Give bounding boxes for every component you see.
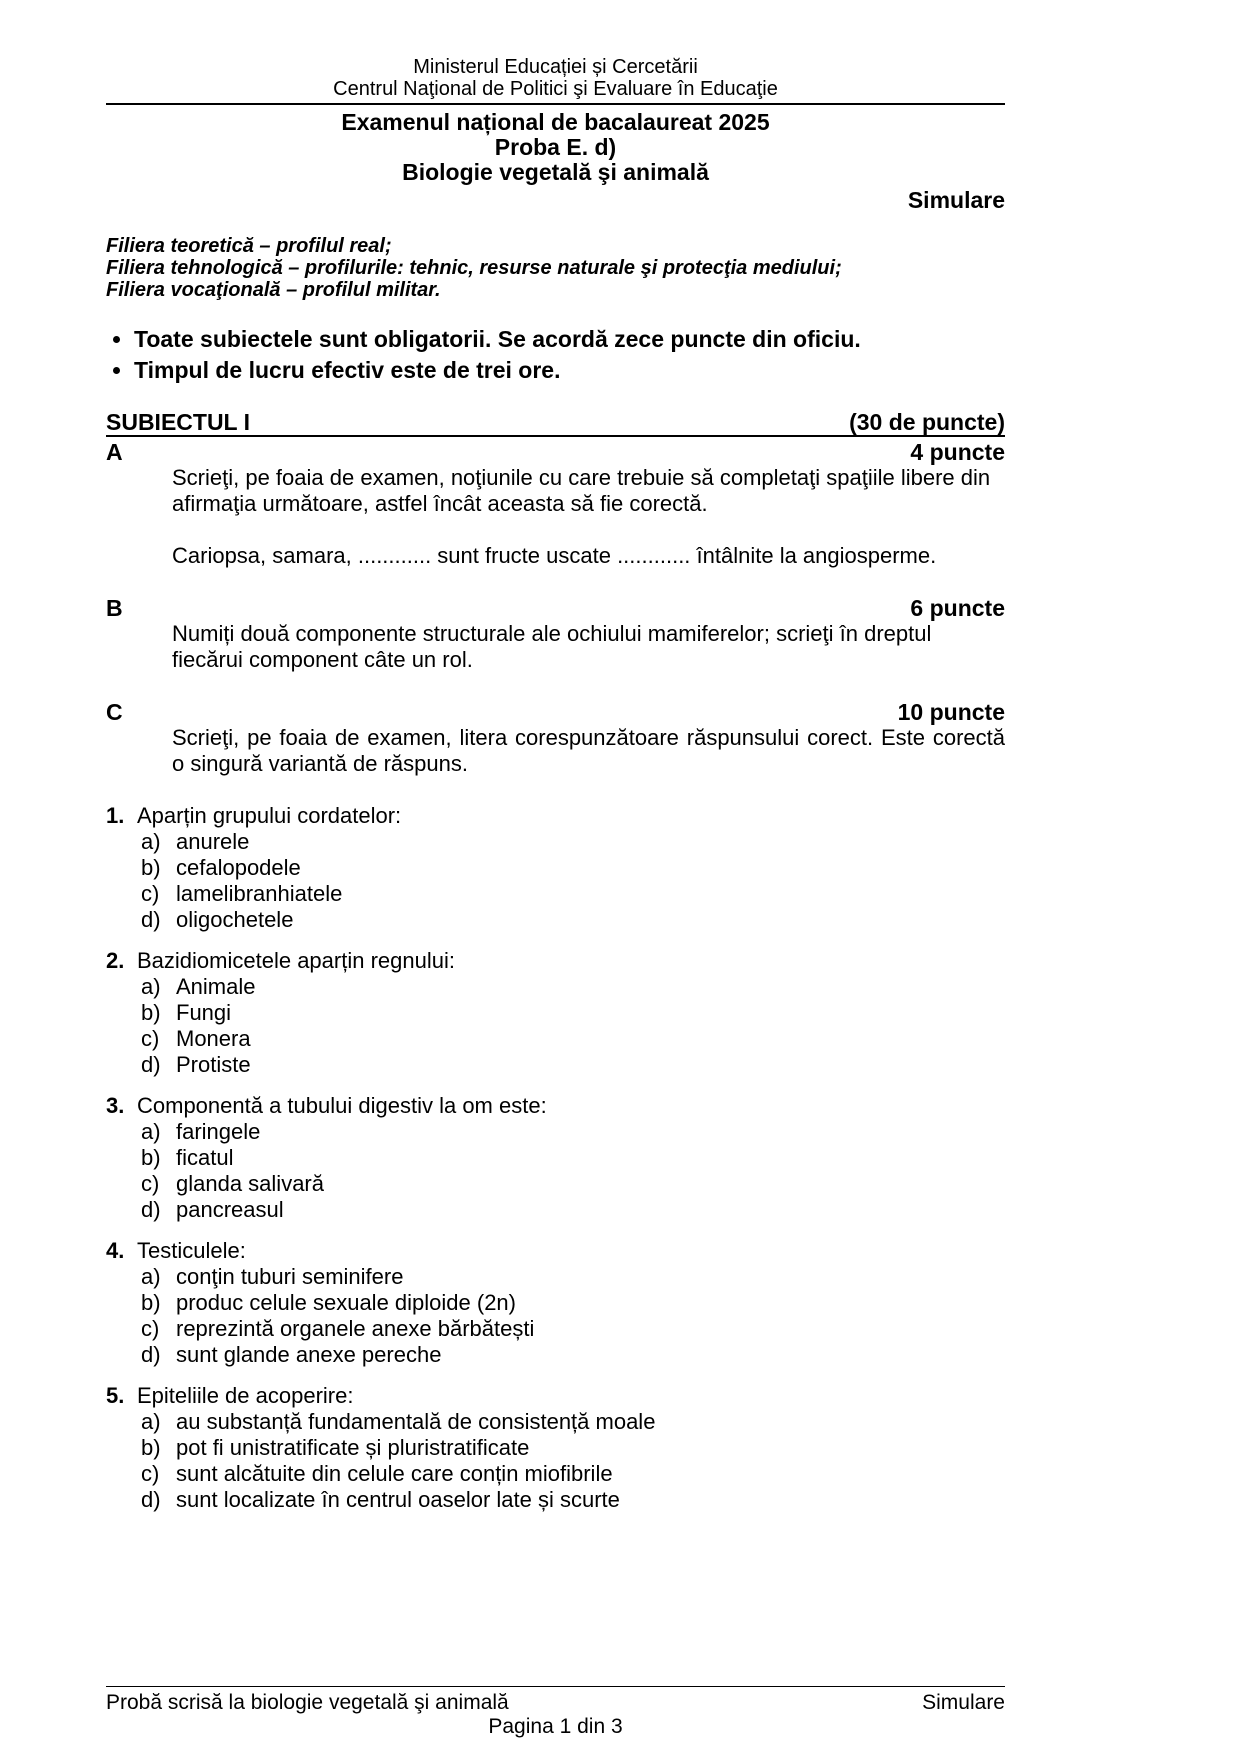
question-1-line <box>106 803 1005 829</box>
option-text: glanda salivară <box>176 1171 324 1196</box>
exam-proba: Proba E. d) <box>494 134 617 160</box>
option-letter: b) <box>141 1145 161 1170</box>
question-3-text: Componentă a tubului digestiv la om este: <box>137 1093 547 1118</box>
question-4-option-a <box>106 1264 1005 1290</box>
header-divider <box>106 103 1005 105</box>
section-a-label: A <box>106 439 123 465</box>
option-text: sunt localizate în centrul oaselor late și scurte <box>176 1487 620 1512</box>
option-letter: d) <box>141 907 161 932</box>
section-a-statement: Cariopsa, samara, ............ sunt fructe uscate ............ întâlnite la angiosperme. <box>172 543 937 568</box>
option-text: pot fi unistratificate și pluristratificate <box>176 1435 530 1460</box>
filiera-block <box>106 235 1005 301</box>
instruction-item-1: • Toate subiectele sunt obligatorii. Se acordă zece puncte din oficiu. <box>134 327 1005 352</box>
option-letter: a) <box>141 1409 161 1434</box>
option-text: reprezintă organele anexe bărbătești <box>176 1316 535 1341</box>
option-letter: c) <box>141 1026 160 1051</box>
question-5-line <box>106 1383 1005 1409</box>
subiect-title: SUBIECTUL I <box>106 409 250 435</box>
option-text: pancreasul <box>176 1197 284 1222</box>
ministry-line-2: Centrul Naţional de Politici şi Evaluare în Educaţie <box>333 78 778 100</box>
page-footer <box>106 1686 1005 1739</box>
option-letter: c) <box>141 1461 160 1486</box>
footer-row <box>106 1691 1005 1715</box>
question-2-text: Bazidiomicetele aparțin regnului: <box>137 948 455 973</box>
question-2-option-a <box>106 974 1005 1000</box>
section-b-heading <box>106 595 1005 621</box>
footer-left-text: Probă scrisă la biologie vegetală şi animală <box>106 1691 509 1714</box>
question-4-option-b <box>106 1290 1005 1316</box>
option-letter: c) <box>141 881 160 906</box>
question-3-line <box>106 1093 1005 1119</box>
question-4-option-d <box>106 1342 1005 1368</box>
option-text: au substanță fundamentală de consistență moale <box>176 1409 656 1434</box>
footer-right-text: Simulare <box>922 1691 1005 1714</box>
filiera-line-1: Filiera teoretică – profilul real; <box>106 235 392 257</box>
exam-subject: Biologie vegetală şi animală <box>402 159 709 185</box>
question-5-text: Epiteliile de acoperire: <box>137 1383 354 1408</box>
section-a-points: 4 puncte <box>910 439 1005 465</box>
option-letter: b) <box>141 1435 161 1460</box>
question-2-option-c <box>106 1026 1005 1052</box>
question-1-number: 1. <box>106 803 125 828</box>
option-text: Animale <box>176 974 256 999</box>
question-1-text: Aparțin grupului cordatelor: <box>137 803 402 828</box>
question-3-number: 3. <box>106 1093 125 1118</box>
question-5-option-d <box>106 1487 1005 1513</box>
filiera-line-3: Filiera vocaţională – profilul militar. <box>106 279 441 301</box>
question-2-option-d <box>106 1052 1005 1078</box>
section-c-text: Scrieţi, pe foaia de examen, litera corespunzătoare răspunsului corect. Este corectă o singură variantă de răspuns. <box>172 725 1005 776</box>
section-c-points: 10 puncte <box>897 699 1005 725</box>
option-letter: d) <box>141 1052 161 1077</box>
question-2-number: 2. <box>106 948 125 973</box>
ministry-line-1: Ministerul Educației și Cercetării <box>413 56 698 78</box>
footer-page-number: Pagina 1 din 3 <box>488 1715 623 1738</box>
question-4-option-c <box>106 1316 1005 1342</box>
option-text: produc celule sexuale diploide (2n) <box>176 1290 516 1315</box>
option-text: ficatul <box>176 1145 234 1170</box>
exam-title-block <box>106 110 1005 185</box>
section-b-points: 6 puncte <box>910 595 1005 621</box>
option-letter: d) <box>141 1342 161 1367</box>
section-c-heading <box>106 699 1005 725</box>
question-1-option-a <box>106 829 1005 855</box>
option-text: sunt glande anexe pereche <box>176 1342 442 1367</box>
option-letter: b) <box>141 1000 161 1025</box>
option-letter: a) <box>141 829 161 854</box>
option-text: Monera <box>176 1026 251 1051</box>
option-text: sunt alcătuite din celule care conțin miofibrile <box>176 1461 613 1486</box>
option-letter: a) <box>141 1264 161 1289</box>
question-4-text: Testiculele: <box>137 1238 246 1263</box>
instructions-list <box>106 327 1005 383</box>
question-5-option-c <box>106 1461 1005 1487</box>
option-letter: a) <box>141 1119 161 1144</box>
question-4 <box>106 1238 1005 1368</box>
question-2-line <box>106 948 1005 974</box>
question-3-option-d <box>106 1197 1005 1223</box>
option-letter: b) <box>141 1290 161 1315</box>
option-text: oligochetele <box>176 907 294 932</box>
instruction-item-2: • Timpul de lucru efectiv este de trei ore. <box>134 358 1005 383</box>
option-letter: d) <box>141 1197 161 1222</box>
option-text: Fungi <box>176 1000 232 1025</box>
option-text: Protiste <box>176 1052 251 1077</box>
question-3-option-b <box>106 1145 1005 1171</box>
question-3 <box>106 1093 1005 1223</box>
option-letter: b) <box>141 855 161 880</box>
question-1 <box>106 803 1005 933</box>
ministry-header <box>106 56 1005 100</box>
option-letter: d) <box>141 1487 161 1512</box>
filiera-line-2: Filiera tehnologică – profilurile: tehnic, resurse naturale şi protecţia mediului; <box>106 257 842 279</box>
section-b-label: B <box>106 595 123 621</box>
subiect-heading <box>106 409 1005 437</box>
question-4-number: 4. <box>106 1238 125 1263</box>
option-text: conţin tuburi seminifere <box>176 1264 404 1289</box>
section-a-text: Scrieţi, pe foaia de examen, noţiunile cu care trebuie să completaţi spaţiile libere din afirmaţia următoare, astfel încât aceasta să fie corectă. <box>172 465 991 516</box>
option-letter: c) <box>141 1316 160 1341</box>
section-a-heading <box>106 439 1005 465</box>
question-2 <box>106 948 1005 1078</box>
question-1-option-d <box>106 907 1005 933</box>
question-4-line <box>106 1238 1005 1264</box>
option-text: anurele <box>176 829 250 854</box>
option-text: lamelibranhiatele <box>176 881 343 906</box>
section-b-text: Numiți două componente structurale ale ochiului mamiferelor; scrieţi în dreptul fiecărui component câte un rol. <box>172 621 932 672</box>
question-3-option-a <box>106 1119 1005 1145</box>
question-3-option-c <box>106 1171 1005 1197</box>
section-c-label: C <box>106 699 123 725</box>
option-text: faringele <box>176 1119 261 1144</box>
question-2-option-b <box>106 1000 1005 1026</box>
exam-title: Examenul național de bacalaureat 2025 <box>341 109 770 135</box>
option-text: cefalopodele <box>176 855 301 880</box>
question-5 <box>106 1383 1005 1513</box>
question-1-option-b <box>106 855 1005 881</box>
option-letter: a) <box>141 974 161 999</box>
question-5-option-b <box>106 1435 1005 1461</box>
simulare-row <box>106 188 1005 213</box>
subiect-points: (30 de puncte) <box>849 409 1005 435</box>
question-5-number: 5. <box>106 1383 125 1408</box>
simulare-label: Simulare <box>907 187 1005 213</box>
option-letter: c) <box>141 1171 160 1196</box>
question-5-option-a <box>106 1409 1005 1435</box>
question-1-option-c <box>106 881 1005 907</box>
